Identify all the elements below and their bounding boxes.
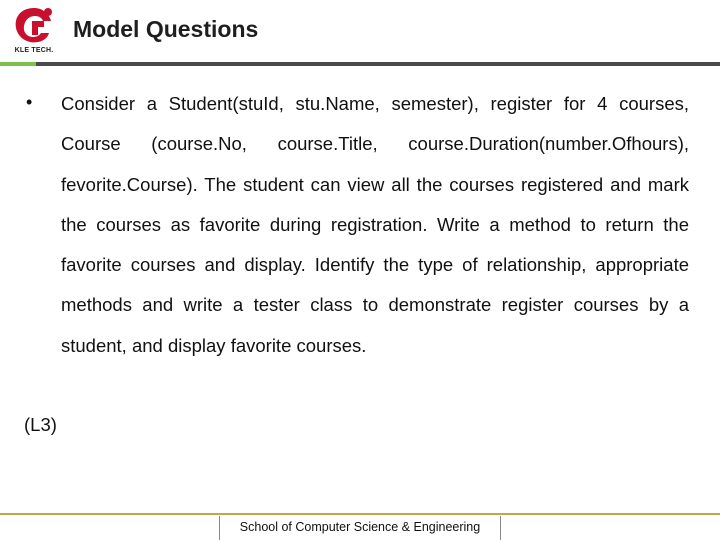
kle-tech-logo <box>8 4 60 58</box>
logo-text: KLE TECH. <box>14 47 54 54</box>
kle-tech-emblem-icon <box>8 4 60 48</box>
header-rule-accent <box>0 62 36 66</box>
question-text: Consider a Student(stuId, stu.Name, semester), register for 4 courses, Course (course.No, course.Title, course.Duration(number.Ofhours), fevorite.Course). The student can view all the courses registered and mark the courses as favorite during registration. Write a method to return the favorite courses and display. Identify the type of relationship, appropriate methods and write a tester class to demonstrate register courses by a student, and display favorite courses. <box>61 93 689 356</box>
footer-text: School of Computer Science & Engineering <box>219 516 501 540</box>
bullet-icon: • <box>26 92 33 112</box>
page-title: Model Questions <box>73 16 259 42</box>
header-rule <box>36 62 720 66</box>
footer-rule <box>0 513 720 515</box>
difficulty-level: (L3) <box>24 414 57 435</box>
